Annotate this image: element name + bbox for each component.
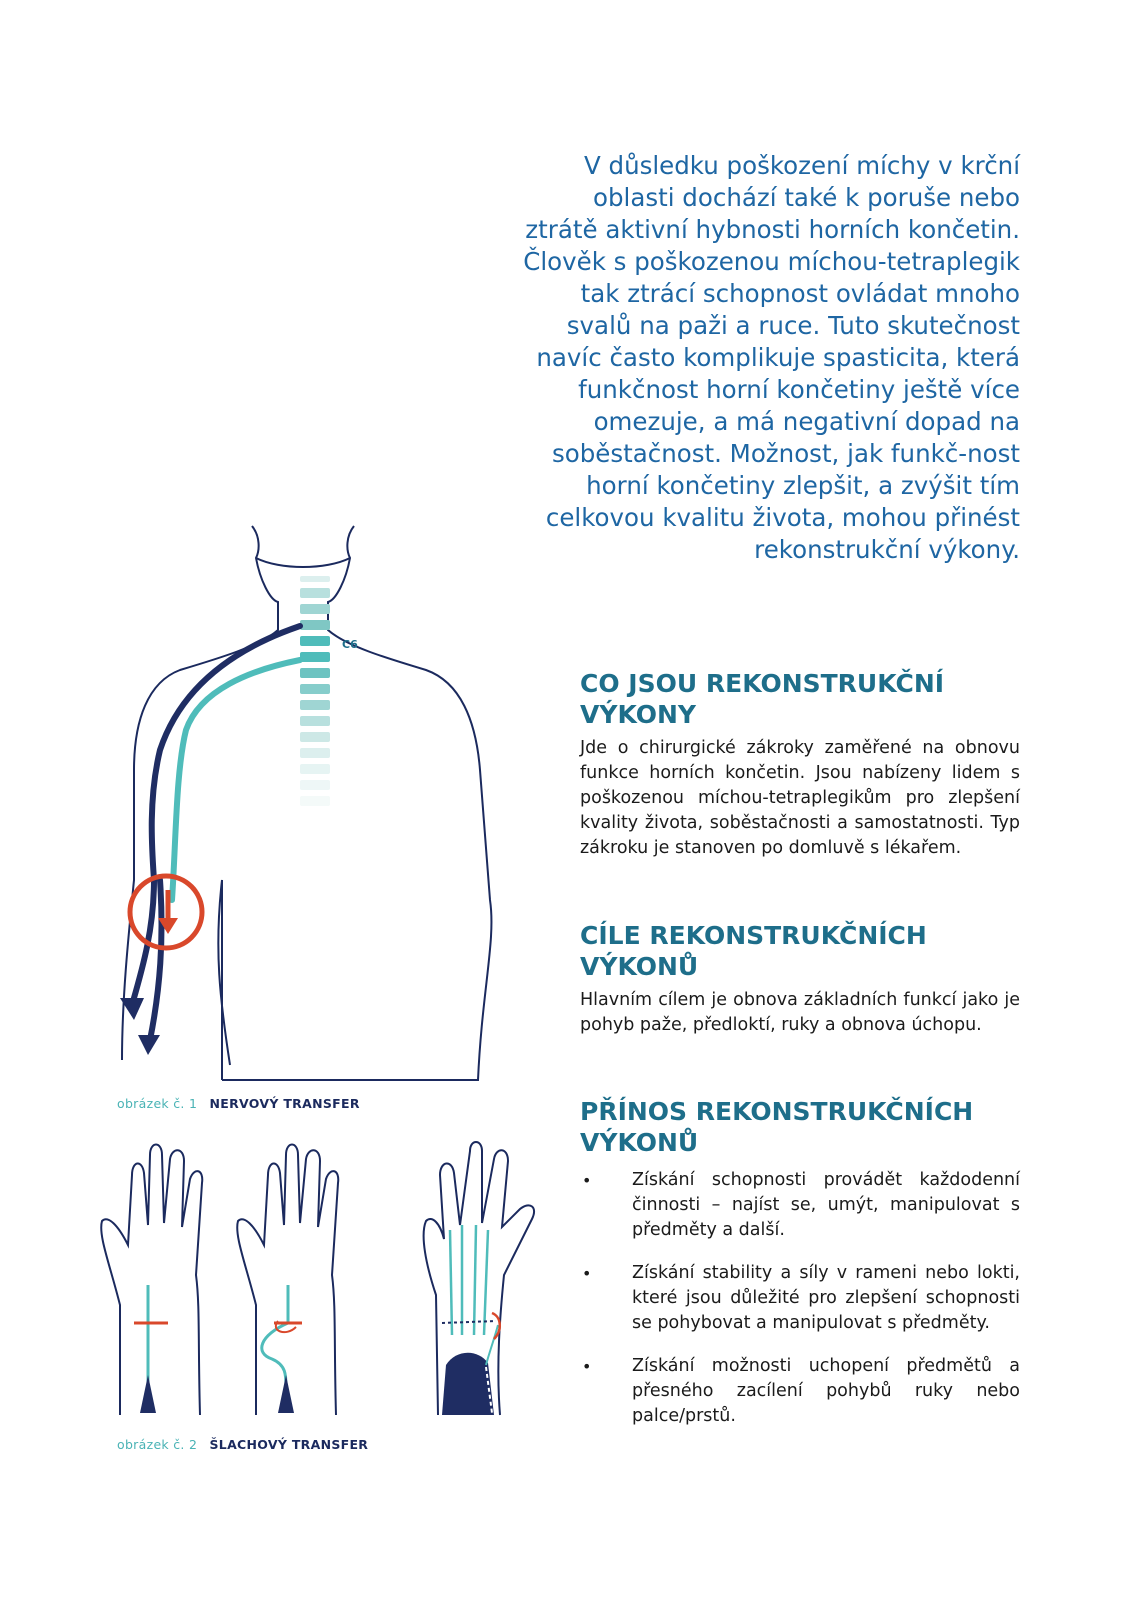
- bullet: •: [582, 1357, 592, 1376]
- vertebra-label-c6: C6: [342, 638, 358, 651]
- bullet: •: [582, 1171, 592, 1190]
- list-item: [580, 1168, 1020, 1243]
- section3-heading: PŘÍNOS REKONSTRUKČNÍCH VÝKONŮ: [580, 1097, 974, 1157]
- figure1-caption: [117, 1096, 360, 1111]
- section2-heading: CÍLE REKONSTRUKČNÍCH VÝKONŮ: [580, 921, 927, 981]
- section1-heading: CO JSOU REKONSTRUKČNÍ VÝKONY: [580, 669, 945, 729]
- list-item: [580, 1354, 1020, 1429]
- hand-1: [101, 1145, 202, 1416]
- section2-body: Hlavním cílem je obnova základních funkcí jako je pohyb paže, předloktí, ruky a obnova úchopu.: [580, 990, 1020, 1035]
- spine-vertebrae: [300, 576, 330, 806]
- list-item-text: Získání stability a síly v rameni nebo lokti, které jsou důležité pro zlepšení schopnosti se pohybovat a manipulovat s předměty.: [632, 1263, 1020, 1333]
- tendon-transfer-illustration: [90, 1135, 550, 1420]
- benefits-list: [580, 1168, 1020, 1429]
- intro-paragraph: V důsledku poškození míchy v krční oblasti dochází také k poruše nebo ztrátě aktivní hybnosti horních končetin. Člověk s poškozenou míchou-tetraplegik tak ztrácí schopnost ovládat mnoho svalů na paži a ruce. Tuto skutečnost navíc často komplikuje spasticita, která funkčnost horní končetiny ještě více omezuje, a má negativní dopad na soběstačnost. Možnost, jak funkč-nost horní končetiny zlepšit, a zvýšit tím celkovou kvalitu života, mohou přinést rekonstrukční výkony.: [523, 151, 1020, 564]
- list-item-text: Získání schopnosti provádět každodenní činnosti – najíst se, umýt, manipulovat s předměty a další.: [632, 1170, 1020, 1240]
- section-benefits: [580, 1096, 1020, 1447]
- section-what-are: [580, 668, 1020, 861]
- list-item: [580, 1261, 1020, 1336]
- hand-2: [237, 1145, 338, 1416]
- section-goals: [580, 920, 1020, 1038]
- figure2-caption-title: ŠLACHOVÝ TRANSFER: [209, 1437, 369, 1452]
- figure2-caption-prefix: obrázek č. 2: [117, 1437, 198, 1452]
- bullet: •: [582, 1264, 592, 1283]
- section1-body: Jde o chirurgické zákroky zaměřené na obnovu funkce horních končetin. Jsou nabízeny lidem s poškozenou míchou-tetraplegikům pro zlepšení kvality života, soběstačnosti a samostatnosti. Typ zákroku je stanoven po domluvě s lékařem.: [580, 738, 1020, 858]
- nerve-transfer-illustration: [110, 520, 530, 1085]
- list-item-text: Získání možnosti uchopení předmětů a přesného zacílení pohybů ruky nebo palce/prstů.: [632, 1356, 1020, 1426]
- figure1-caption-title: NERVOVÝ TRANSFER: [209, 1096, 360, 1111]
- hand-3: [424, 1142, 534, 1415]
- figure2-caption: [117, 1437, 368, 1452]
- figure1-caption-prefix: obrázek č. 1: [117, 1096, 198, 1111]
